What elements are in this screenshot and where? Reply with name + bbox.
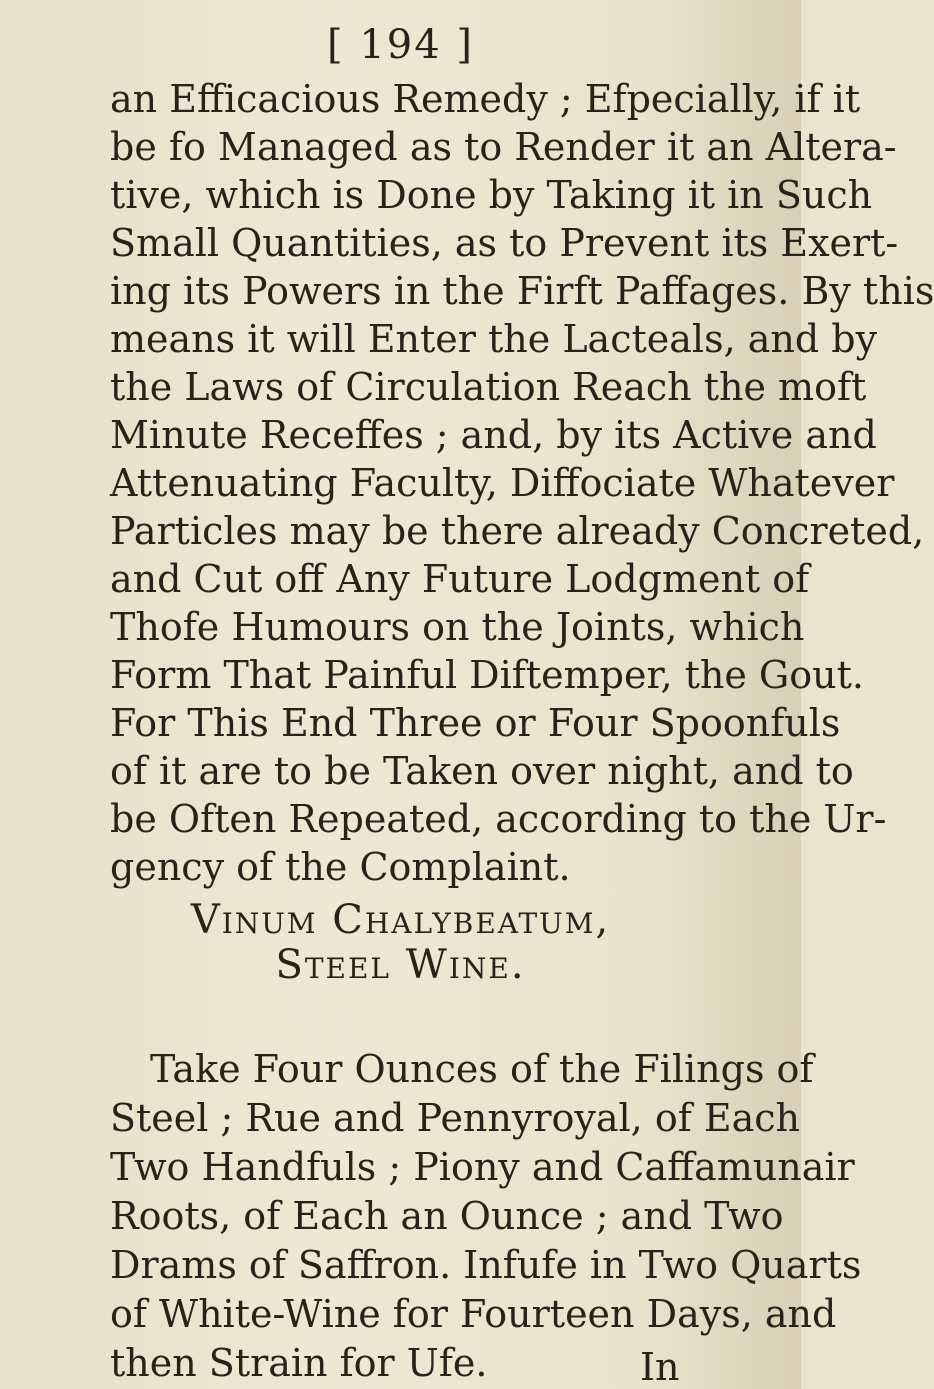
- page-number: [ 194 ]: [327, 22, 474, 68]
- paragraph-line: be fo Managed as to Render it an Altera-: [110, 125, 897, 169]
- catchword: In: [640, 1345, 680, 1389]
- recipe-line: Drams of Saffron. Infufe in Two Quarts: [110, 1243, 862, 1287]
- recipe-line: of White-Wine for Fourteen Days, and: [110, 1292, 837, 1336]
- paragraph-line: means it will Enter the Lacteals, and by: [110, 317, 878, 361]
- paragraph-line: gency of the Complaint.: [110, 845, 571, 889]
- recipe-line: Roots, of Each an Ounce ; and Two: [110, 1194, 784, 1238]
- paragraph-line: Thofe Humours on the Joints, which: [110, 605, 805, 649]
- paragraph-line: Form That Painful Diftemper, the Gout.: [110, 653, 864, 697]
- paragraph-line: Small Quantities, as to Prevent its Exert-: [110, 221, 899, 265]
- recipe-line: Steel ; Rue and Pennyroyal, of Each: [110, 1096, 800, 1140]
- section-heading-english: Steel Wine.: [275, 942, 526, 988]
- paragraph-line: be Often Repeated, according to the Ur-: [110, 797, 887, 841]
- paragraph-line: ing its Powers in the Firft Paffages. By this: [110, 269, 934, 313]
- paragraph-line: of it are to be Taken over night, and to: [110, 749, 854, 793]
- paragraph-line: tive, which is Done by Taking it in Such: [110, 173, 873, 217]
- paragraph-line: Particles may be there already Concreted,: [110, 509, 925, 553]
- recipe-line: Two Handfuls ; Piony and Caffamunair: [110, 1145, 855, 1189]
- paragraph-line: an Efficacious Remedy ; Efpecially, if it: [110, 77, 861, 121]
- section-heading-latin: Vinum Chalybeatum,: [190, 897, 611, 943]
- recipe-paragraph: [110, 1045, 862, 1388]
- paragraph-line: and Cut off Any Future Lodgment of: [110, 557, 810, 601]
- paragraph-line: Attenuating Faculty, Diffociate Whatever: [110, 461, 895, 505]
- paragraph-line: Minute Receffes ; and, by its Active and: [110, 413, 877, 457]
- recipe-line: then Strain for Ufe.: [110, 1341, 488, 1385]
- paragraph-line: For This End Three or Four Spoonfuls: [110, 701, 841, 745]
- main-paragraph: [110, 75, 934, 891]
- paragraph-line: the Laws of Circulation Reach the moft: [110, 365, 867, 409]
- recipe-line: Take Four Ounces of the Filings of: [150, 1047, 814, 1091]
